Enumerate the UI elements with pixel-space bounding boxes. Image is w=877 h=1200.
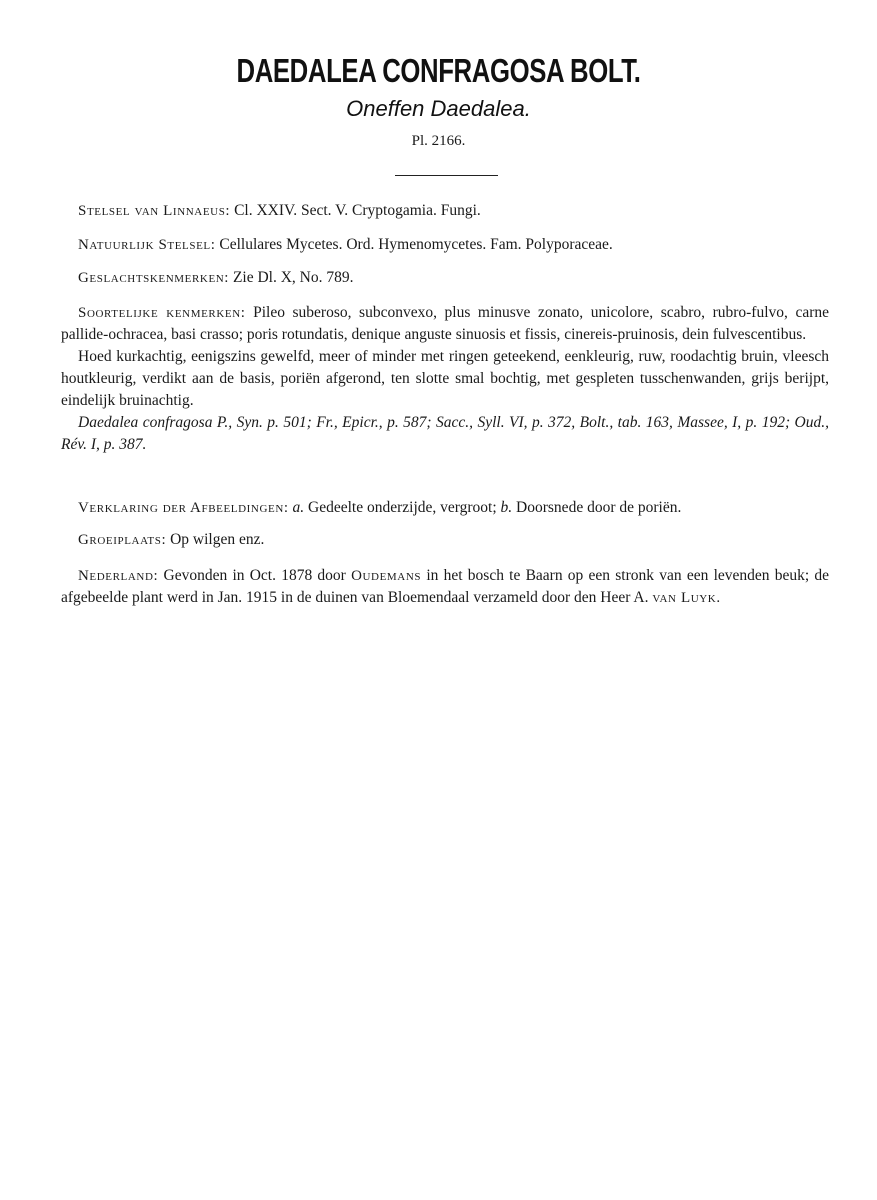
nederland-text-2: in het bosch te Baarn op een stronk van een levenden beuk; de afgebeelde plant werd in Jan. 1915 in de duinen van Bloemendaal verzameld door den Heer A. bbox=[61, 567, 830, 606]
natuurlijk-section bbox=[61, 234, 829, 256]
species-title: DAEDALEA CONFRAGOSA BOLT. bbox=[236, 52, 641, 89]
geslacht-text: Zie Dl. X, No. 789. bbox=[232, 269, 354, 286]
linnaeus-text: Cl. XXIV. Sect. V. Cryptogamia. Fungi. bbox=[234, 202, 481, 219]
soort-references: Daedalea confragosa P., Syn. p. 501; Fr., Epicr., p. 587; Sacc., Syll. VI, p. 372, Bolt., tab. 163, Massee, I, p. 192; Oud., Rév. I, p. 387. bbox=[61, 414, 829, 453]
natuurlijk-label: Natuurlijk Stelsel: bbox=[78, 237, 216, 253]
verklaring-b-text: Doorsnede door de poriën. bbox=[516, 499, 682, 516]
soort-latin-diagnosis: Pileo suberoso, subconvexo, plus minusve zonato, unicolore, scabro, rubro-fulvo, carne pallide-ochracea, basi crasso; poris rotundatis, denique anguste sinuosis et fissis, cinereis-pruinosis, dein fulvescentibus. bbox=[61, 304, 830, 343]
natuurlijk-text: Cellulares Mycetes. Ord. Hymenomycetes. Fam. Polyporaceae. bbox=[219, 236, 613, 253]
verklaring-label: Verklaring der Afbeeldingen: bbox=[78, 500, 289, 516]
geslacht-section bbox=[61, 267, 829, 289]
linnaeus-section bbox=[61, 200, 829, 222]
verklaring-b-letter: b. bbox=[500, 499, 513, 516]
nederland-person-1: Oudemans bbox=[351, 568, 422, 584]
title-divider bbox=[395, 175, 498, 176]
nederland-text-1: Gevonden in Oct. 1878 door bbox=[163, 567, 346, 584]
common-name-subtitle: Oneffen Daedalea. bbox=[346, 96, 531, 121]
nederland-person-2: van Luyk. bbox=[652, 590, 721, 606]
soort-section bbox=[61, 302, 829, 456]
verklaring-a-text: Gedeelte onderzijde, vergroot; bbox=[308, 499, 497, 516]
linnaeus-label: Stelsel van Linnaeus: bbox=[78, 203, 231, 219]
geslacht-label: Geslachtskenmerken: bbox=[78, 270, 230, 286]
verklaring-a-letter: a. bbox=[292, 499, 305, 516]
soort-dutch-description: Hoed kurkachtig, eenigszins gewelfd, meer of minder met ringen geteekend, eenkleurig, ruw, roodachtig bruin, vleesch houtkleurig, verdikt aan de basis, poriën afgerond, ten slotte smal bochtig, met gespleten tusschenwanden, grijs berijpt, eindelijk bruinachtig. bbox=[61, 348, 829, 409]
soort-label: Soortelijke kenmerken: bbox=[78, 305, 246, 321]
groeiplaats-section bbox=[61, 529, 829, 551]
verklaring-section bbox=[61, 497, 829, 519]
groeiplaats-text: Op wilgen enz. bbox=[170, 531, 265, 548]
groeiplaats-label: Groeiplaats: bbox=[78, 532, 167, 548]
plate-number: Pl. 2166. bbox=[411, 133, 466, 149]
nederland-label: Nederland: bbox=[78, 568, 159, 584]
nederland-section bbox=[61, 565, 829, 609]
